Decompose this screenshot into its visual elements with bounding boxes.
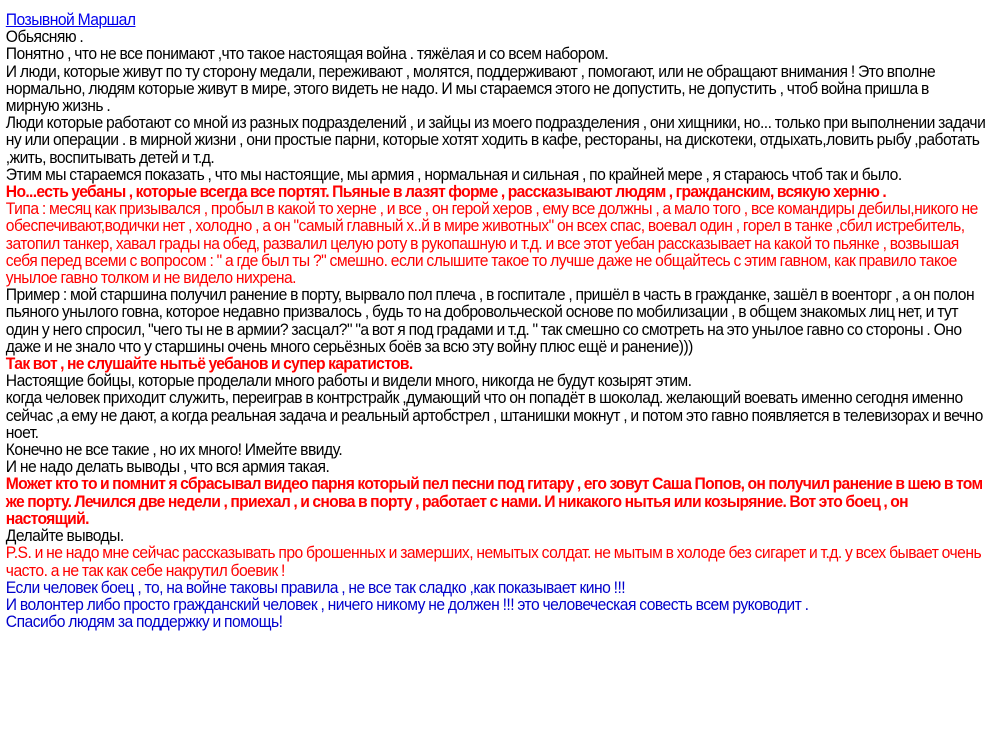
paragraph-emphasis: Так вот , не слушайте нытьё уебанов и супер каратистов. (5, 355, 413, 374)
author-link[interactable]: Позывной Маршал (5, 11, 136, 29)
paragraph-example: Пример : мой старшина получил ранение в порту, вырвало пол плеча , в госпитале , пришёл в часть в гражданке, зашёл в военторг , а он полон пьяного унылого говна, которое недавно призвалось , будь то на добровольческой основе по мобилизации , в общем знакомых лиц нет, и тут один у него спросил, "чего ты не в армии? засцал?" "а вот я под градами и т.д. " так смешно со смотреть на это унылое гавно со стороны . Оно даже и не знало что у старшины очень много серьёзных боёв за всю эту войну плюс ещё и ранение))) (5, 286, 975, 356)
paragraph-blue: И волонтер либо просто гражданский человек , ничего никому не должен !!! это человеческая совесть всем руководит . (5, 595, 809, 614)
paragraph: Этим мы стараемся показать , что мы настоящие, мы армия , нормальная и сильная , по крайней мере , я стараюсь чтоб так и было. (5, 165, 902, 184)
paragraph-emphasis: Может кто то и помнит я сбрасывал видео парня который пел песни под гитару , его зовут Саша Попов, он получил ранение в шею в том же порту. Лечился две недели , приехал , и снова в порту , работает с нами. И никакого нытья или козыряние. Вот это боец , он настоящий. (5, 475, 983, 528)
paragraph-postscript: P.S. и не надо мне сейчас рассказывать про брошенных и замерших, немытых солдат. не мытым в холоде без сигарет и т.д. у всех бывает очень часто. а не так как себе накрутил боевик ! (5, 544, 982, 580)
paragraph-thanks: Спасибо людям за поддержку и помощь! (5, 613, 283, 632)
paragraph-intro: Обьясняю . (5, 28, 84, 47)
paragraph: Настоящие бойцы, которые проделали много работы и видели много, никогда не будут козырят этим. (5, 372, 692, 391)
paragraph: Делайте выводы. (5, 527, 124, 546)
paragraph: И не надо делать выводы , что вся армия такая. (5, 458, 330, 477)
paragraph: Конечно не все такие , но их много! Имейте ввиду. (5, 441, 343, 460)
paragraph-blue: Если человек боец , то, на войне таковы правила , не все так сладко ,как показывает кино !!! (5, 578, 626, 597)
paragraph: когда человек приходит служить, переиграв в контрстрайк ,думающий что он попадёт в шоколад. желающий воевать именно сегодня именно сейчас ,а ему не дают, а когда реальная задача и реальный артобстрел , штанишки мокнут , и потом это гавно появляется в телевизорах и вечно ноет. (5, 389, 983, 442)
paragraph: И люди, которые живут по ту сторону медали, переживают , молятся, поддерживают , помогают, или не обращают внимания ! Это вполне нормально, людям которые живут в мире, этого видеть не надо. И мы стараемся этого не допустить, не допустить , чтоб война пришла в мирную жизнь . (5, 62, 936, 116)
paragraph-emphasis: Но...есть уебаны , которые всегда все портят. Пьяные в лазят форме , рассказывают людям , гражданским, всякую херню . (5, 183, 887, 202)
paragraph: Понятно , что не все понимают ,что такое настоящая война . тяжёлая и со всем набором. (5, 45, 609, 64)
paragraph-red: Типа : месяц как призывался , пробыл в какой то херне , и все , он герой херов , ему все должны , а мало того , все командиры дебилы,никого не обеспечивают,водички нет , холодно , а он "самый главный х..й в мире животных" он всех спас, воевал один , горел в танке ,сбил истребитель, затопил танкер, хавал грады на обед, развалил целую роту в рукопашную и т.д. и все этот уебан рассказывает на какой то пьянке , возвышая себя перед всеми с вопросом : " а где был ты ?" смешно. если слышите такое то лучше даже не общайтесь с этим гавном, как правило такое унылое гавно толком и не видело нихрена. (5, 200, 978, 288)
paragraph: Люди которые работают со мной из разных подразделений , и зайцы из моего подразделения , они хищники, но... только при выполнении задачи ну или операции . в мирной жизни , они простые парни, которые хотят ходить в кафе, рестораны, на дискотеки, отдыхать,ловить рыбу ,работать ,жить, воспитывать детей и т.д. (5, 114, 986, 167)
